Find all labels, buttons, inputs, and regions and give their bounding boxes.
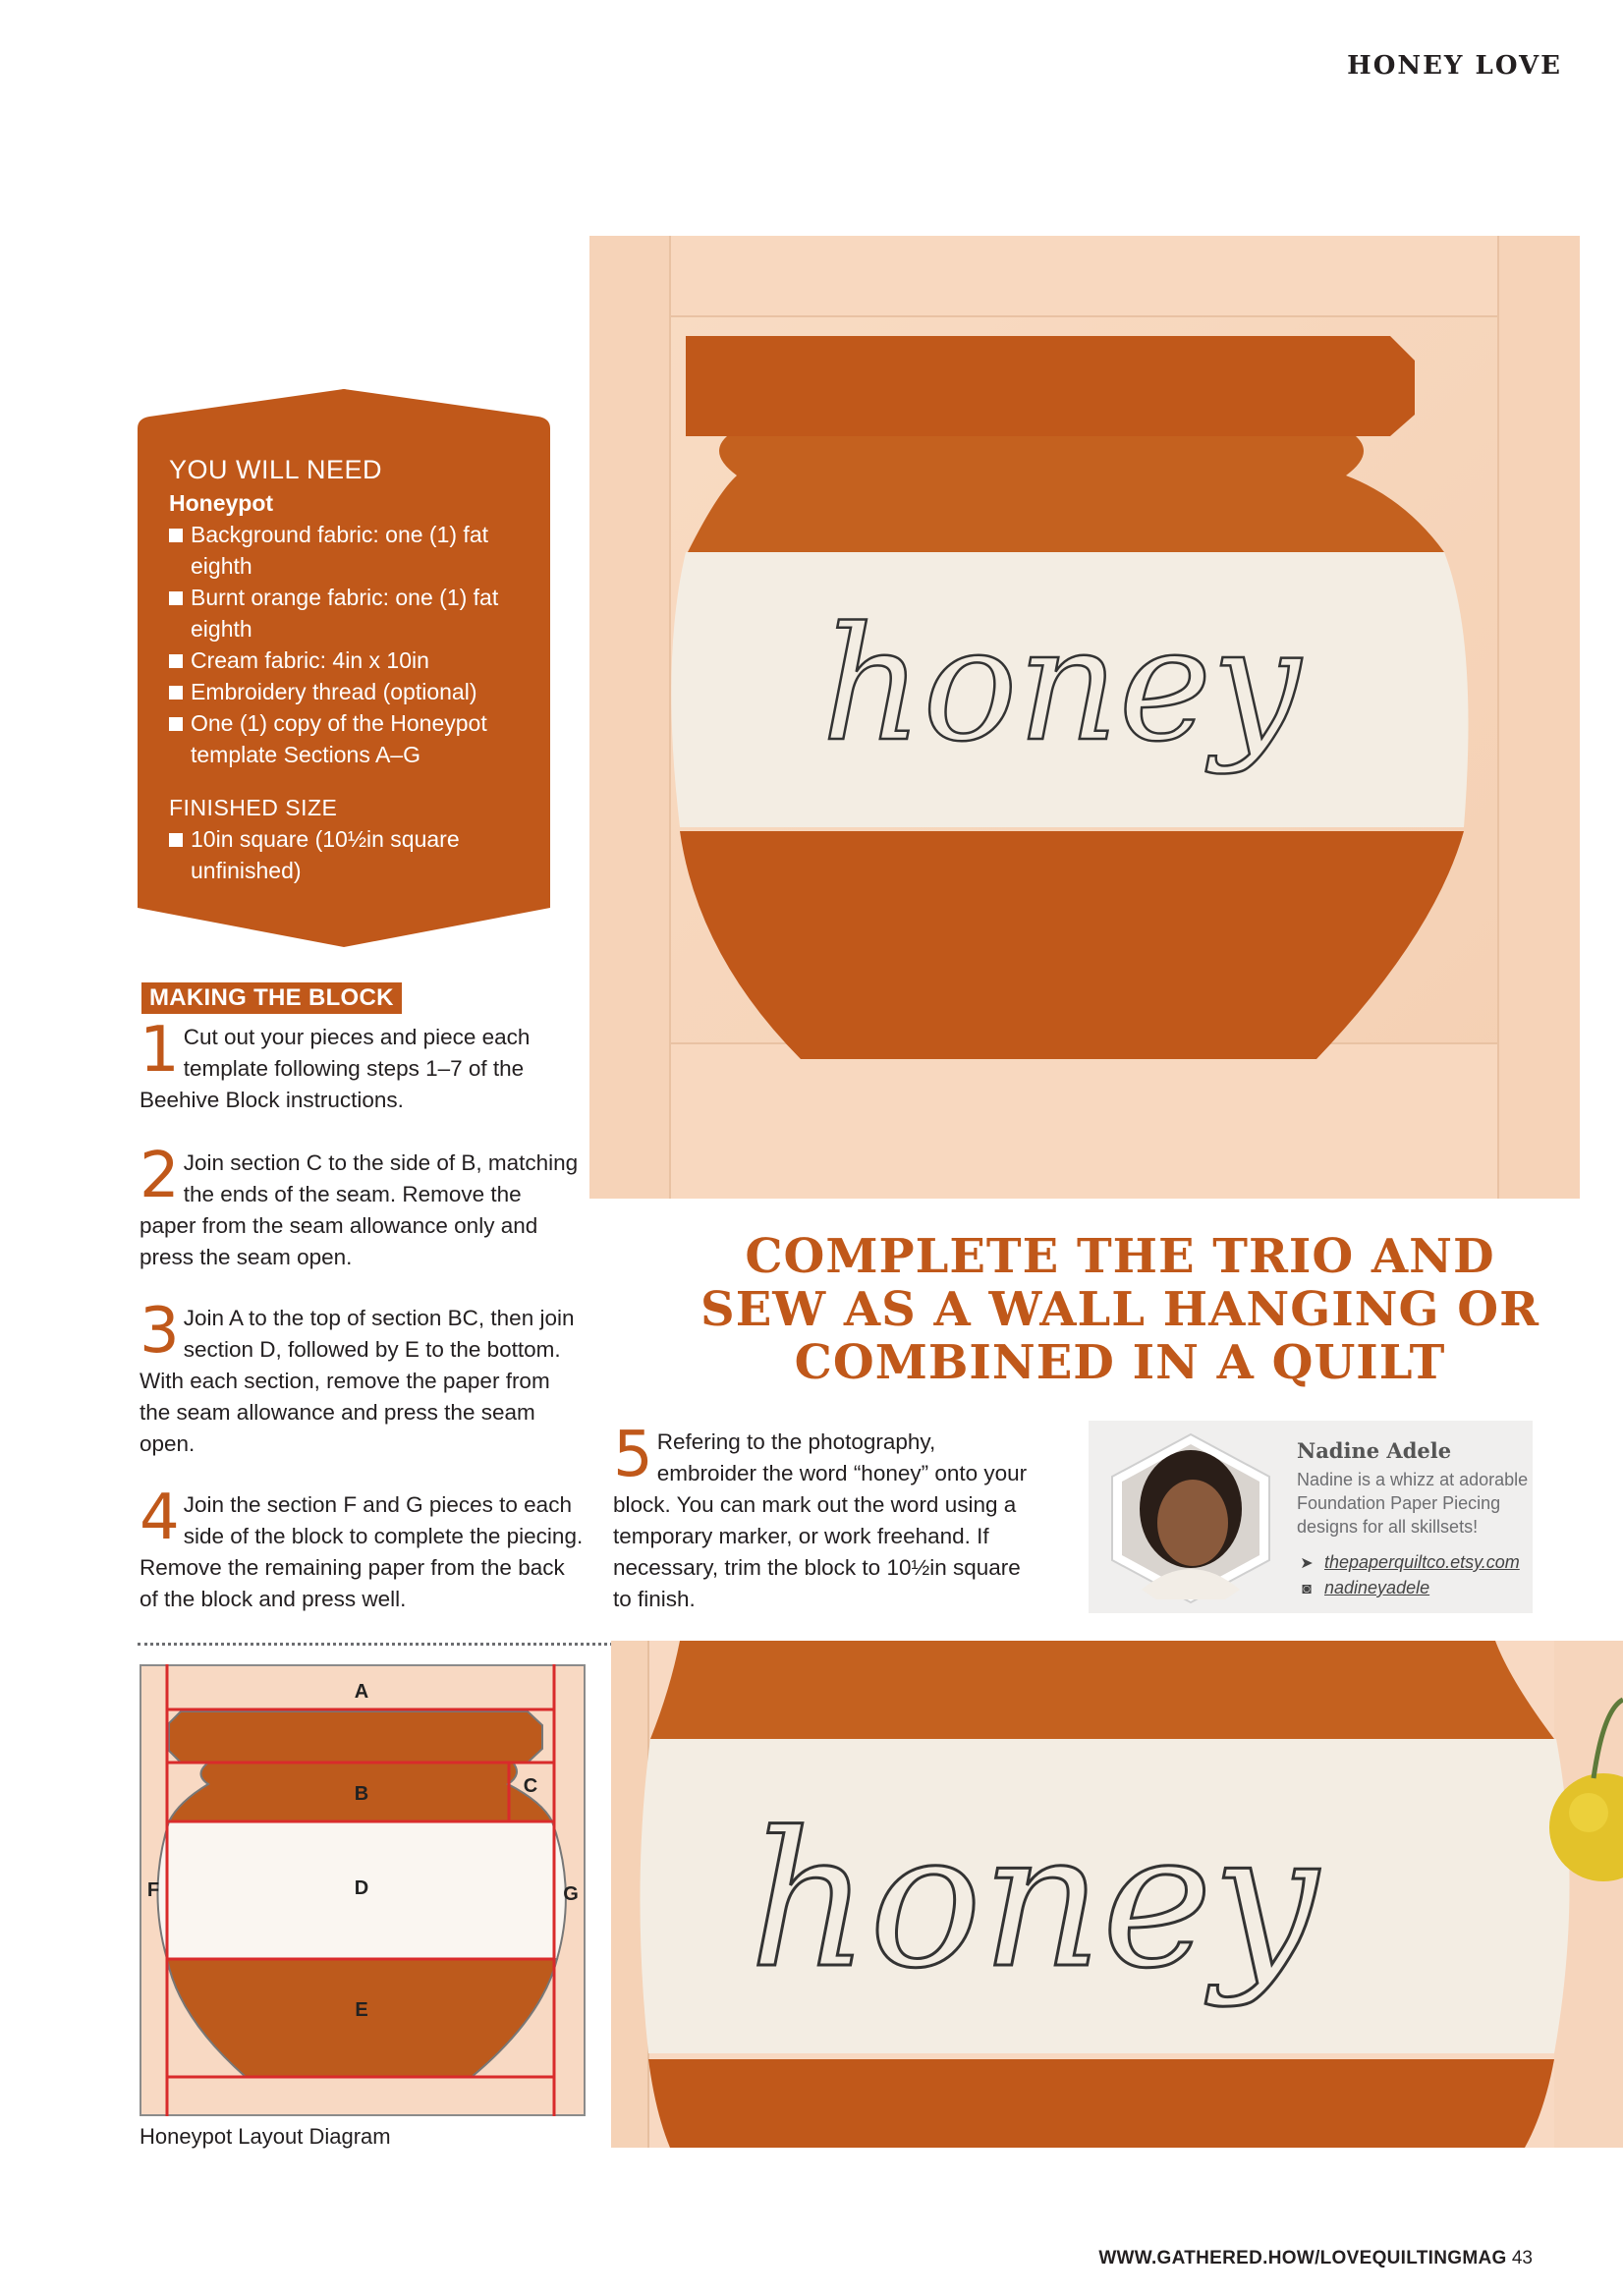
diagram-label-g: G — [563, 1883, 579, 1905]
headline-line: SEW AS A WALL HANGING OR — [700, 1282, 1539, 1337]
step-1 — [140, 1014, 584, 1116]
making-the-block-heading: MAKING THE BLOCK — [141, 982, 402, 1014]
diagram-label-c: C — [523, 1775, 538, 1797]
step-number: 2 — [140, 1140, 180, 1212]
you-will-need-content — [169, 452, 532, 886]
step-2 — [140, 1140, 584, 1273]
designer-name: Nadine Adele — [1297, 1438, 1452, 1463]
designer-instagram-link[interactable]: nadineyadele — [1324, 1578, 1430, 1597]
diagram-label-d: D — [354, 1877, 369, 1899]
diagram-caption: Honeypot Layout Diagram — [140, 2124, 391, 2149]
designer-instagram-row — [1297, 1576, 1533, 1601]
materials-list — [169, 519, 532, 770]
instagram-icon: ◙ — [1302, 1581, 1312, 1597]
designer-website-link[interactable]: thepaperquiltco.etsy.com — [1324, 1552, 1520, 1572]
material-item: One (1) copy of the Honeypot template Sections A–G — [169, 707, 532, 770]
page-number: 43 — [1511, 2248, 1533, 2268]
diagram-label-e: E — [355, 1999, 368, 2021]
diagram-label-f: F — [146, 1879, 160, 1901]
designer-description — [1297, 1468, 1533, 1601]
diagram-label-a: A — [354, 1681, 369, 1703]
headline-line: COMPLETE THE TRIO AND — [745, 1229, 1495, 1284]
running-head: HONEY LOVE — [1347, 51, 1562, 81]
step-5 — [613, 1419, 1034, 1615]
finished-size-title: FINISHED SIZE — [169, 795, 338, 820]
you-will-need-title: YOU WILL NEED — [169, 455, 383, 484]
cursor-icon: ➤ — [1300, 1555, 1314, 1572]
embroidery-word-closeup: honey — [749, 1792, 1318, 2009]
step-4 — [140, 1482, 584, 1615]
honeypot-block-photo — [589, 228, 1580, 1208]
material-item: Cream fabric: 4in x 10in — [169, 644, 532, 676]
step-3 — [140, 1295, 584, 1460]
honeypot-closeup-photo — [611, 1641, 1623, 2148]
step-number: 5 — [613, 1419, 653, 1491]
honeypot-layout-diagram — [140, 1664, 586, 2116]
step-text: Refering to the photography, embroider the word “honey” onto your block. You can mark out the word using a temporary marker, or work freehand. If necessary, trim the block to 10½in square to finish. — [613, 1429, 1028, 1611]
headline-line: COMBINED IN A QUILT — [794, 1335, 1446, 1390]
step-number: 1 — [140, 1014, 180, 1087]
footer — [1098, 2248, 1533, 2269]
material-item: Burnt orange fabric: one (1) fat eighth — [169, 582, 532, 644]
material-item: Embroidery thread (optional) — [169, 676, 532, 707]
step-text: Cut out your pieces and piece each template following steps 1–7 of the Beehive Block instructions. — [140, 1025, 531, 1112]
material-item: Background fabric: one (1) fat eighth — [169, 519, 532, 582]
designer-avatar — [1102, 1432, 1279, 1604]
step-number: 4 — [140, 1482, 180, 1554]
embroidery-word-top: honey — [821, 592, 1301, 776]
you-will-need-subtitle: Honeypot — [169, 490, 274, 516]
designer-description-text: Nadine is a whizz at adorable Foundation Paper Piecing designs for all skillsets! — [1297, 1470, 1529, 1537]
divider — [138, 1643, 613, 1646]
step-text: Join section C to the side of B, matching the ends of the seam. Remove the paper from the seam allowance only and press the seam open. — [140, 1150, 579, 1269]
finished-size-item: 10in square (10½in square unfinished) — [169, 823, 532, 886]
footer-url: WWW.GATHERED.HOW/LOVEQUILTINGMAG — [1098, 2248, 1507, 2268]
step-text: Join the section F and G pieces to each side of the block to complete the piecing. Remove the remaining paper from the back of the block and press well. — [140, 1492, 584, 1611]
designer-website-row — [1297, 1550, 1533, 1576]
pull-quote-headline — [648, 1230, 1592, 1389]
step-number: 3 — [140, 1295, 180, 1368]
diagram-label-b: B — [354, 1783, 369, 1805]
step-text: Join A to the top of section BC, then join section D, followed by E to the bottom. With each section, remove the paper from the seam allowance and press the seam open. — [140, 1306, 575, 1456]
finished-size-list — [169, 823, 532, 886]
